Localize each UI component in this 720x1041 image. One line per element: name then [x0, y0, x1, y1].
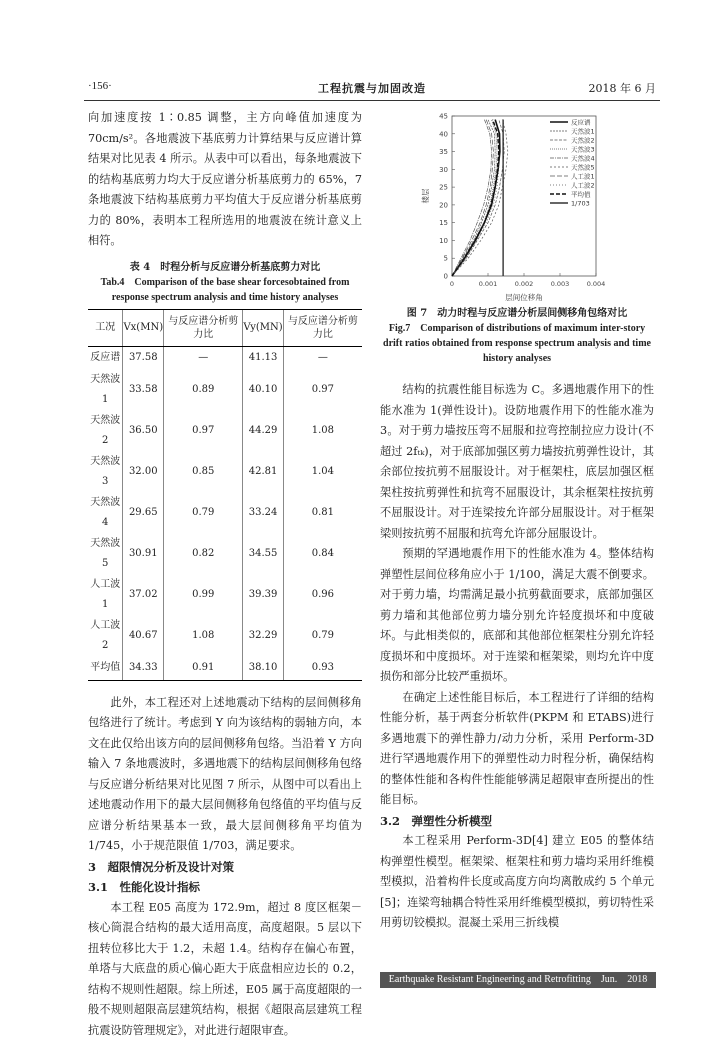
- table-cell: 33.58: [123, 370, 164, 411]
- page-number: ·156·: [88, 80, 112, 92]
- x-axis-label: 层间位移角: [505, 292, 543, 302]
- table-cell: 0.79: [283, 616, 362, 657]
- table-cell: 40.67: [123, 616, 164, 657]
- base-shear-table: [88, 309, 362, 681]
- table-cell: 39.39: [243, 575, 283, 616]
- section-3-2-heading: 3.2 弹塑性分析模型: [380, 811, 654, 832]
- table-cell: 1.08: [164, 616, 243, 657]
- table-header: Vy(MN): [243, 309, 283, 346]
- table-row: [88, 534, 362, 575]
- y-tick-label: 35: [439, 148, 448, 156]
- table-cell: 0.97: [164, 411, 243, 452]
- page-header: [88, 80, 656, 98]
- y-tick-label: 25: [439, 184, 448, 192]
- table-cell: 38.10: [243, 657, 283, 681]
- right-para-3: 在确定上述性能目标后，本工程进行了详细的结构性能分析，基于两套分析软件(PKPM 和 ETABS)进行多遇地震下的弹性静力/动力分析，采用 Perform-3D 进行罕遇地震作用下的弹塑性动力时程分析，确保结构的整体性能和各构件性能能够满足超限审查所提出的性能目标。: [380, 688, 654, 811]
- table-cell: 0.84: [283, 534, 362, 575]
- y-tick-label: 30: [439, 166, 448, 174]
- table-row: [88, 370, 362, 411]
- table-cell: 0.96: [283, 575, 362, 616]
- legend-entry: 1/703: [571, 200, 590, 208]
- table-cell: 37.02: [123, 575, 164, 616]
- right-para-2: 预期的罕遇地震作用下的性能水准为 4。整体结构弹塑性层间位移角应小于 1/100，满足大震不倒要求。对于剪力墙，均需满足最小抗剪截面要求，底部加强区剪力墙和其他部位剪力墙分别允许轻度损坏和中度破坏。与此相类似的，底部和其他部位框架柱分别允许轻度损坏和中度损坏。对于连梁和框架梁，则均允许中度损伤和部分比较严重损坏。: [380, 544, 654, 688]
- legend-entry: 反应谱: [571, 118, 591, 127]
- table-cell: 1.04: [283, 452, 362, 493]
- table-cell: 0.85: [164, 452, 243, 493]
- table-cell: 40.10: [243, 370, 283, 411]
- legend-entry: 天然波4: [571, 154, 595, 163]
- table-cell: 0.91: [164, 657, 243, 681]
- table-cell: —: [164, 346, 243, 370]
- table-cell: 37.58: [123, 346, 164, 370]
- y-tick-label: 0: [444, 273, 448, 281]
- right-para-4: 本工程采用 Perform-3D[4] 建立 E05 的整体结构弹塑性模型。框架梁、框架柱和剪力墙均采用纤维模型模拟，沿着构件长度或高度方向均离散成约 5 个单元[5]；连梁弯轴耦合特性采用纤维模型模拟，剪切特性采用剪切铰模拟。混凝土采用三折线模: [380, 831, 654, 934]
- table-cell: 天然波 2: [88, 411, 123, 452]
- series-line-4: [452, 120, 497, 276]
- table-caption-en: Tab.4 Comparison of the base shear forcesobtained from response spectrum analysis and time history analyses: [88, 275, 362, 305]
- left-para-3: 本工程 E05 高度为 172.9m，超过 8 度区框架－核心筒混合结构的最大适用高度，高度超限。5 层以下扭转位移比大于 1.2，未超 1.4。结构存在偏心布置，单塔与大底盘的质心偏心距大于底盘相应边长的 0.2，结构不规则性超限。综上所述，E05 属于高度超限的一般不规则超限高层建筑结构，根据《超限高层建筑工程抗震设防管理规定》，对此进行超限审查。: [88, 898, 362, 1041]
- journal-footer: Earthquake Resistant Engineering and Retrofitting Jun. 2018: [380, 972, 656, 988]
- table-cell: 天然波 4: [88, 493, 123, 534]
- section-3-1-heading: 3.1 性能化设计指标: [88, 877, 362, 898]
- section-3-heading: 3 超限情况分析及设计对策: [88, 857, 362, 878]
- table-cell: 41.13: [243, 346, 283, 370]
- table-cell: 33.24: [243, 493, 283, 534]
- table-cell: 30.91: [123, 534, 164, 575]
- table-row: [88, 616, 362, 657]
- table-row: [88, 346, 362, 370]
- drift-ratio-chart: [400, 108, 640, 308]
- table-cell: 34.33: [123, 657, 164, 681]
- table-cell: 天然波 1: [88, 370, 123, 411]
- issue-date: 2018 年 6 月: [589, 80, 656, 96]
- y-axis-label: 楼层: [420, 188, 430, 203]
- table-header: 与反应谱分析剪力比: [283, 309, 362, 346]
- table-cell: 天然波 3: [88, 452, 123, 493]
- table-cell: 人工波 2: [88, 616, 123, 657]
- table-cell: 29.65: [123, 493, 164, 534]
- series-line-8: [452, 120, 499, 276]
- table-cell: 0.99: [164, 575, 243, 616]
- table-cell: 0.97: [283, 370, 362, 411]
- table-cell: 0.93: [283, 657, 362, 681]
- table-caption-cn: 表 4 时程分析与反应谱分析基底剪力对比: [88, 260, 362, 275]
- table-row: [88, 493, 362, 534]
- table-row: [88, 411, 362, 452]
- table-cell: 42.81: [243, 452, 283, 493]
- table-cell: 44.29: [243, 411, 283, 452]
- table-cell: —: [283, 346, 362, 370]
- table-cell: 0.82: [164, 534, 243, 575]
- table-cell: 36.50: [123, 411, 164, 452]
- header-rule: [84, 100, 660, 101]
- x-tick-label: 0: [450, 280, 454, 288]
- table-cell: 0.89: [164, 370, 243, 411]
- series-line-5: [452, 120, 492, 276]
- legend-entry: 天然波2: [571, 136, 595, 145]
- series-line-7: [452, 120, 493, 276]
- table-row: [88, 657, 362, 681]
- y-tick-label: 10: [439, 237, 448, 245]
- x-tick-label: 0.003: [551, 280, 570, 288]
- table-cell: 0.79: [164, 493, 243, 534]
- legend-entry: 天然波3: [571, 145, 595, 154]
- table-cell: 32.00: [123, 452, 164, 493]
- x-tick-label: 0.002: [515, 280, 534, 288]
- series-line-3: [452, 120, 504, 276]
- y-tick-label: 15: [439, 219, 448, 227]
- legend-entry: 天然波1: [571, 127, 595, 136]
- y-tick-label: 20: [439, 201, 448, 209]
- table-cell: 34.55: [243, 534, 283, 575]
- table-cell: 平均值: [88, 657, 123, 681]
- x-tick-label: 0.004: [587, 280, 606, 288]
- table-cell: 天然波 5: [88, 534, 123, 575]
- journal-title: 工程抗震与加固改造: [88, 80, 656, 96]
- legend-entry: 平均值: [571, 190, 591, 199]
- table-header: Vx(MN): [123, 309, 164, 346]
- table-cell: 0.81: [283, 493, 362, 534]
- table-cell: 人工波 1: [88, 575, 123, 616]
- series-line-9: [452, 120, 499, 276]
- left-para-2: 此外，本工程还对上述地震动下结构的层间侧移角包络进行了统计。考虑到 Y 向为该结构的弱轴方向，本文在此仅给出该方向的层间侧移角包络。当沿着 Y 方向输入 7 条地震波时，多遇地震下的结构层间侧移角包络与反应谱分析结果对比见图 7 所示，从图中可以看出上述地震动作用下的最大层间侧移角包络值的平均值与反应谱分析结果基本一致，最大层间侧移角平均值为 1/745，小于规范限值 1/703，满足要求。: [88, 693, 362, 857]
- x-tick-label: 0.001: [479, 280, 498, 288]
- table-cell: 反应谱: [88, 346, 123, 370]
- y-tick-label: 5: [444, 255, 448, 263]
- table-header: 与反应谱分析剪力比: [164, 309, 243, 346]
- legend-entry: 天然波5: [571, 163, 595, 172]
- left-para-1: 向加速度按 1∶0.85 调整，主方向峰值加速度为 70cm/s²。各地震波下基底剪力计算结果与反应谱计算结果对比见表 4 所示。从表中可以看出，每条地震波下的结构基底剪力均大于反应谱分析基底剪力的 65%，7 条地震波下结构基底剪力平均值大于反应谱分析基底剪力的 80%，表明本工程所选用的地震波在统计意义上相符。: [88, 108, 362, 252]
- left-column: [88, 108, 362, 1041]
- right-column: [380, 306, 654, 934]
- figure-caption-cn: 图 7 动力时程与反应谱分析层间侧移角包络对比: [380, 306, 654, 321]
- table-cell: 32.29: [243, 616, 283, 657]
- figure-caption-en: Fig.7 Comparison of distributions of maximum inter-story drift ratios obtained from response spectrum analysis and time history analyses: [380, 321, 654, 366]
- table-row: [88, 452, 362, 493]
- right-para-1: 结构的抗震性能目标选为 C。多遇地震作用下的性能水准为 1(弹性设计)。设防地震作用下的性能水准为 3。对于剪力墙按压弯不屈服和拉弯控制拉应力设计(不超过 2fₜₖ)，对于底部加强区剪力墙按抗剪弹性设计，其余部位按抗剪不屈服设计。对于框架柱，底层加强区框架柱按抗剪弹性和抗弯不屈服设计，其余框架柱按抗剪不屈服设计。对于连梁按允许部分屈服设计。对于框架梁则按抗剪不屈服和抗弯允许部分屈服设计。: [380, 380, 654, 544]
- legend-entry: 人工波2: [571, 181, 595, 190]
- table-cell: 1.08: [283, 411, 362, 452]
- table-row: [88, 575, 362, 616]
- legend-entry: 人工波1: [571, 172, 595, 181]
- table-header: 工况: [88, 309, 123, 346]
- series-line-2: [452, 120, 495, 276]
- y-tick-label: 45: [439, 113, 448, 121]
- y-tick-label: 40: [439, 130, 448, 138]
